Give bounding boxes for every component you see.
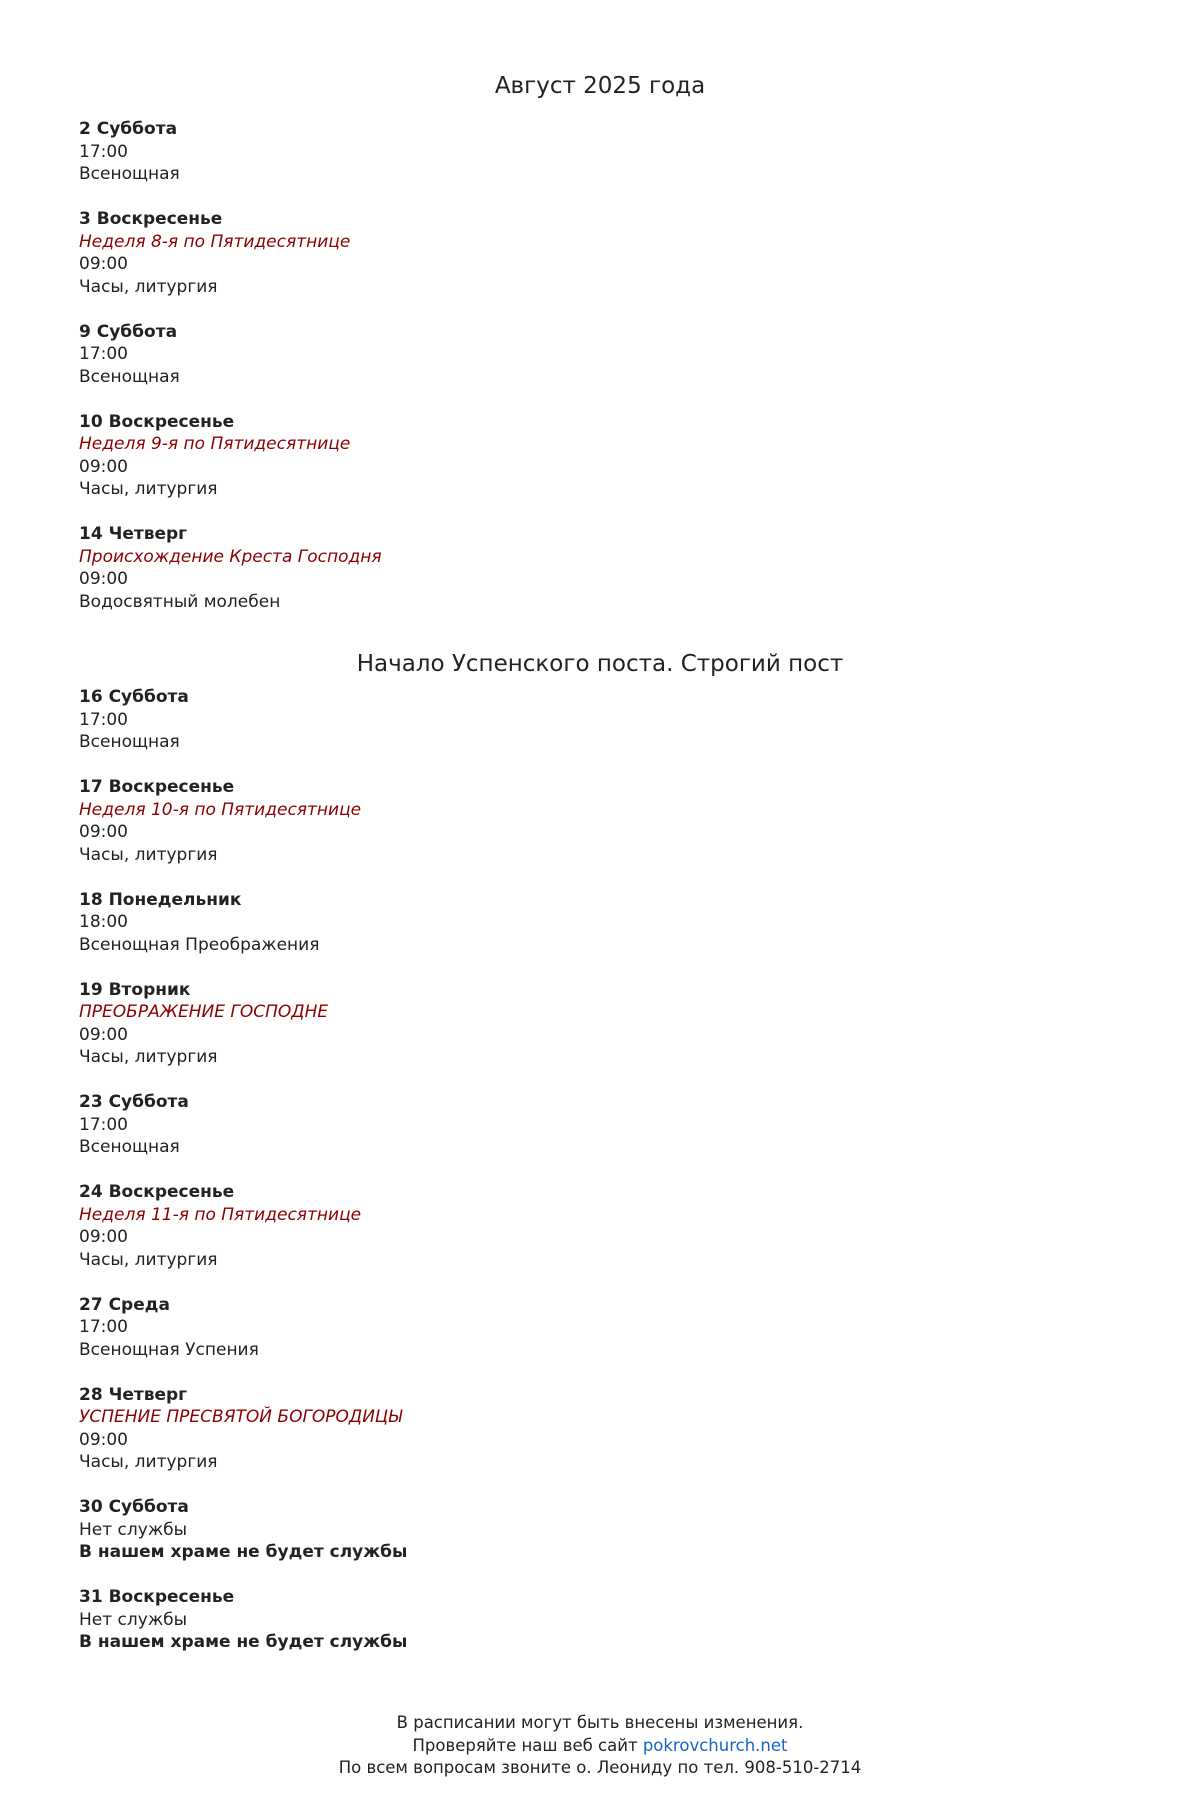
entry-time: 09:00 bbox=[79, 822, 128, 842]
entry-day: 28 Четверг bbox=[79, 1384, 188, 1405]
entry-day: 30 Суббота bbox=[79, 1497, 189, 1517]
entry-time: 09:00 bbox=[79, 456, 128, 477]
entry-time: 17:00 bbox=[79, 344, 128, 364]
entry-service: Всенощная Преображения bbox=[79, 934, 320, 955]
entry-day: 9 Суббота bbox=[79, 321, 178, 342]
entry-time: Нет службы bbox=[79, 1609, 188, 1630]
entry-day: 19 Вторник bbox=[79, 979, 191, 1000]
entry-feast: Неделя 10-я по Пятидесятнице bbox=[79, 799, 362, 820]
entry-time: 17:00 bbox=[79, 709, 128, 730]
entry-service: Всенощная bbox=[79, 164, 180, 184]
entry-feast: Происхождение Креста Господня bbox=[79, 546, 382, 567]
entry-day: 27 Среда bbox=[79, 1294, 170, 1315]
entry-service: Всенощная Успения bbox=[79, 1339, 259, 1360]
entry-day: 24 Воскресенье bbox=[79, 1182, 235, 1202]
schedule-entry bbox=[79, 523, 779, 613]
entry-time: 18:00 bbox=[79, 912, 128, 932]
entry-service: Всенощная bbox=[79, 1137, 180, 1157]
section-title-august: Август 2025 года bbox=[494, 73, 706, 99]
entry-time: 09:00 bbox=[79, 1024, 128, 1045]
entry-time: 09:00 bbox=[79, 1429, 128, 1450]
schedule-entry bbox=[79, 1294, 779, 1362]
entry-day: 10 Воскресенье bbox=[79, 411, 235, 432]
entry-day: 14 Четверг bbox=[79, 524, 188, 544]
schedule-entry bbox=[79, 208, 779, 298]
entry-time: 17:00 bbox=[79, 1114, 128, 1135]
entry-service: Всенощная bbox=[79, 732, 180, 752]
entries-fast bbox=[79, 686, 779, 1676]
entry-note: В нашем храме не будет службы bbox=[79, 1542, 408, 1562]
entry-service: Часы, литургия bbox=[79, 276, 218, 297]
schedule-entry bbox=[79, 1384, 779, 1474]
website-link[interactable]: pokrovchurch.net bbox=[642, 1735, 788, 1755]
schedule-entry bbox=[79, 889, 779, 957]
schedule-entry bbox=[79, 1181, 779, 1271]
footer bbox=[0, 1712, 1200, 1780]
entry-day: 17 Воскресенье bbox=[79, 777, 235, 797]
entry-time: 17:00 bbox=[79, 141, 128, 162]
footer-contact-line: По всем вопросам звоните о. Леониду по тел. 908-510-2714 bbox=[338, 1758, 862, 1777]
schedule-entry bbox=[79, 979, 779, 1069]
footer-website-line bbox=[0, 1735, 1200, 1758]
entry-time: 09:00 bbox=[79, 1227, 128, 1247]
schedule-entry bbox=[79, 776, 779, 866]
footer-changes-note: В расписании могут быть внесены изменения. bbox=[396, 1713, 804, 1732]
schedule-entry bbox=[79, 1586, 779, 1654]
entry-day: 16 Суббота bbox=[79, 687, 189, 707]
schedule-entry bbox=[79, 321, 779, 389]
entry-feast: Неделя 9-я по Пятидесятнице bbox=[79, 434, 351, 454]
entry-day: 18 Понедельник bbox=[79, 889, 242, 910]
entry-time: 17:00 bbox=[79, 1317, 128, 1337]
entries-august bbox=[79, 118, 779, 636]
entry-service: Часы, литургия bbox=[79, 479, 218, 499]
entry-feast: Неделя 11-я по Пятидесятнице bbox=[79, 1204, 362, 1225]
entry-service: Всенощная bbox=[79, 366, 180, 387]
entry-service: Часы, литургия bbox=[79, 1047, 218, 1067]
entry-service: Часы, литургия bbox=[79, 1452, 218, 1472]
schedule-entry bbox=[79, 411, 779, 501]
schedule-entry bbox=[79, 118, 779, 186]
entry-feast: УСПЕНИЕ ПРЕСВЯТОЙ БОГОРОДИЦЫ bbox=[79, 1407, 403, 1427]
entry-day: 23 Суббота bbox=[79, 1092, 189, 1112]
entry-day: 2 Суббота bbox=[79, 119, 178, 139]
section-title-fast: Начало Успенского поста. Строгий пост bbox=[356, 651, 844, 677]
entry-feast: ПРЕОБРАЖЕНИЕ ГОСПОДНЕ bbox=[79, 1002, 329, 1022]
entry-time: 09:00 bbox=[79, 569, 128, 589]
entry-feast: Неделя 8-я по Пятидесятнице bbox=[79, 231, 351, 252]
schedule-entry bbox=[79, 1091, 779, 1159]
entry-day: 31 Воскресенье bbox=[79, 1587, 235, 1607]
entry-note: В нашем храме не будет службы bbox=[79, 1632, 408, 1652]
footer-website-prefix: Проверяйте наш веб сайт bbox=[412, 1735, 643, 1755]
entry-time: Нет службы bbox=[79, 1519, 188, 1540]
entry-time: 09:00 bbox=[79, 254, 128, 274]
entry-day: 3 Воскресенье bbox=[79, 209, 223, 229]
entry-service: Водосвятный молебен bbox=[79, 591, 281, 612]
entry-service: Часы, литургия bbox=[79, 844, 218, 865]
schedule-entry bbox=[79, 1496, 779, 1564]
schedule-entry bbox=[79, 686, 779, 754]
entry-service: Часы, литургия bbox=[79, 1249, 218, 1270]
